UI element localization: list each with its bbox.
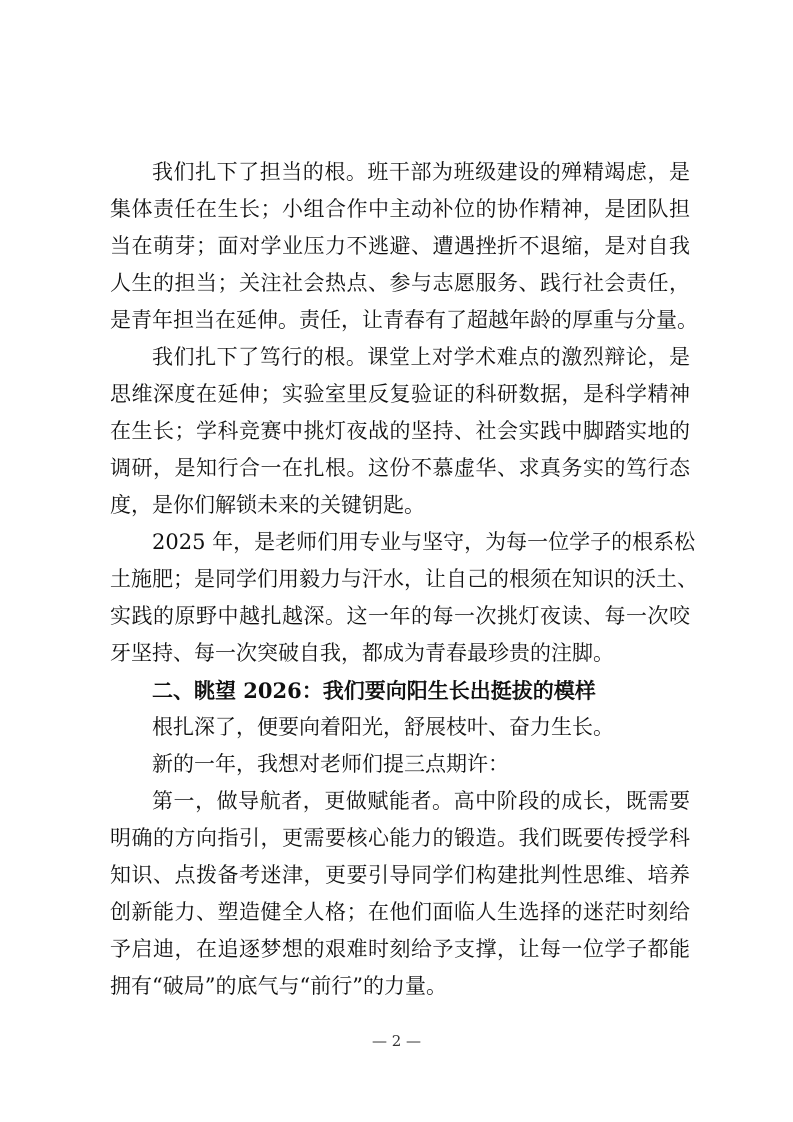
paragraph-expectations: 新的一年，我想对老师们提三点期许： [152,752,509,776]
text-line: 拥有“破局”的底气与“前行”的力量。 [110,974,447,998]
text-line: 集体责任在生长；小组合作中主动补位的协作精神，是团队担 [110,197,690,221]
text-line: 当在萌芽；面对学业压力不逃避、遭遇挫折不退缩，是对自我 [110,234,690,258]
text-line: 是青年担当在延伸。责任，让青春有了超越年龄的厚重与分量。 [110,308,698,332]
text-line: 调研，是知行合一在扎根。这份不慕虚华、求真务实的笃行态 [110,456,690,480]
text-line: 第一，做导航者，更做赋能者。高中阶段的成长，既需要 [152,789,690,813]
text-line: 予启迪，在追逐梦想的艰难时刻给予支撑，让每一位学子都能 [110,937,690,961]
text-line: 我们扎下了笃行的根。课堂上对学术难点的激烈辩论，是 [152,345,690,369]
paragraph-intro: 根扎深了，便要向着阳光，舒展枝叶、奋力生长。 [152,715,614,739]
text-line: 2025 年，是老师们用专业与坚守，为每一位学子的根系松 [152,530,696,554]
text-line: 明确的方向指引，更需要核心能力的锻造。我们既要传授学科 [110,826,690,850]
paragraph-responsibility [110,154,698,339]
text-line: 我们扎下了担当的根。班干部为班级建设的殚精竭虑，是 [152,160,690,184]
document-body [110,154,698,1005]
page-number: — 2 — [371,1032,422,1050]
paragraph-first-expectation [110,783,690,1005]
text-line: 度，是你们解锁未来的关键钥匙。 [110,493,425,517]
text-line: 土施肥；是同学们用毅力与汗水，让自己的根须在知识的沃土、 [110,567,698,591]
section-heading: 二、眺望 2026：我们要向阳生长出挺拔的模样 [152,678,596,703]
text-line: 思维深度在延伸；实验室里反复验证的科研数据，是科学精神 [110,382,690,406]
text-line: 人生的担当；关注社会热点、参与志愿服务、践行社会责任， [110,271,690,295]
text-line: 知识、点拨备考迷津，更要引导同学们构建批判性思维、培养 [110,863,690,887]
paragraph-practice [110,339,690,524]
text-line: 实践的原野中越扎越深。这一年的每一次挑灯夜读、每一次咬 [110,604,690,628]
text-line: 创新能力、塑造健全人格；在他们面临人生选择的迷茫时刻给 [110,900,690,924]
text-line: 牙坚持、每一次突破自我，都成为青春最珍贵的注脚。 [110,641,614,665]
text-line: 在生长；学科竞赛中挑灯夜战的坚持、社会实践中脚踏实地的 [110,419,690,443]
paragraph-2025 [110,524,698,672]
